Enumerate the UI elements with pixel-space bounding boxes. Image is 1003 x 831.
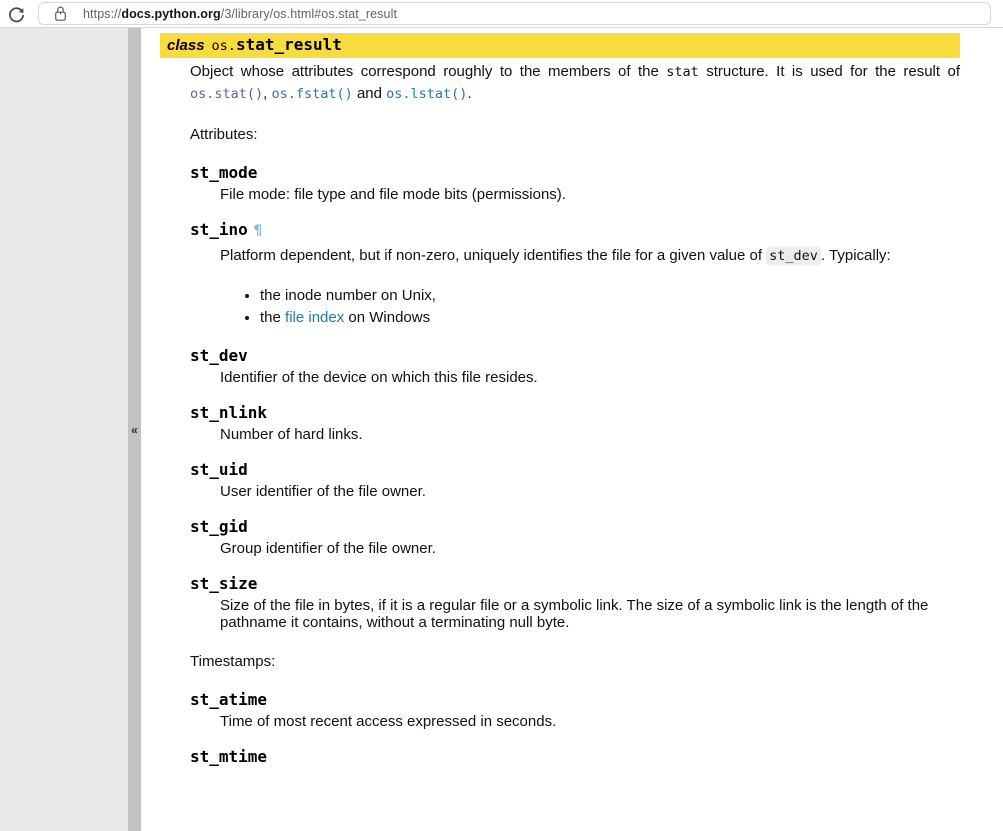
attr-desc-st-ino xyxy=(220,245,960,329)
attr-name-st-uid: st_uid xyxy=(190,460,248,480)
sidebar-panel xyxy=(0,28,128,831)
attr-desc-st-dev: Identifier of the device on which this file resides. xyxy=(220,369,538,387)
intro-text: Object whose attributes correspond roughly to the members of the xyxy=(190,63,667,80)
bullet-file-index-windows xyxy=(260,307,960,329)
intro-text: . xyxy=(467,85,472,103)
st-ino-text: . Typically: xyxy=(820,246,891,264)
link-os-lstat[interactable]: os.lstat() xyxy=(386,86,468,103)
address-bar[interactable] xyxy=(38,2,991,25)
timestamps-label: Timestamps: xyxy=(190,653,276,671)
class-body xyxy=(160,61,960,766)
st-ino-paragraph xyxy=(220,245,960,267)
intro-text: structure. It is used for the result of xyxy=(698,63,961,80)
attr-desc-st-gid: Group identifier of the file owner. xyxy=(220,540,436,558)
url-domain: docs.python.org xyxy=(121,6,221,21)
class-definition xyxy=(160,33,960,766)
attr-name-st-mode: st_mode xyxy=(190,162,258,182)
attr-name-st-size: st_size xyxy=(190,574,258,594)
st-dev-code-ref: st_dev xyxy=(766,247,821,265)
st-ino-text: Platform dependent, but if non-zero, uniquely identifies the file for a given value of xyxy=(220,246,767,264)
class-signature-highlighted xyxy=(160,33,960,58)
url-path: /3/library/os.html#os.stat_result xyxy=(220,6,398,21)
attr-name-st-dev: st_dev xyxy=(190,346,248,366)
class-keyword: class xyxy=(167,37,205,54)
st-ino-bullet-list xyxy=(220,285,960,329)
bullet-text: on Windows xyxy=(344,309,431,327)
reload-button[interactable] xyxy=(5,3,27,25)
bullet-inode-unix: • the inode number on Unix, xyxy=(260,285,960,307)
reload-icon xyxy=(7,5,26,24)
attr-desc-st-size: Size of the file in bytes, if it is a regular file or a symbolic link. The size of a symbolic link is the length of the pathname it contains, without a terminating null byte. xyxy=(220,597,929,632)
lock-icon xyxy=(53,5,68,23)
sidebar-collapse-handle[interactable] xyxy=(128,28,141,831)
timestamp-attribute-list xyxy=(160,690,960,766)
attr-name-text: st_ino xyxy=(190,219,248,239)
attr-name-st-nlink: st_nlink xyxy=(190,403,268,423)
attributes-label: Attributes: xyxy=(190,125,258,143)
attr-name-st-ino xyxy=(190,220,960,241)
attr-desc-st-uid: User identifier of the file owner. xyxy=(220,483,426,501)
link-os-fstat[interactable]: os.fstat() xyxy=(271,86,353,103)
stat-struct-code: stat xyxy=(666,64,699,80)
attr-name-st-atime: st_atime xyxy=(190,690,268,710)
attr-desc-st-nlink: Number of hard links. xyxy=(220,426,363,444)
intro-text: , xyxy=(263,85,272,103)
attr-name-st-gid: st_gid xyxy=(190,517,248,537)
doc-content xyxy=(141,28,1003,831)
url-scheme: https:// xyxy=(83,6,122,21)
attr-desc-st-atime: Time of most recent access expressed in seconds. xyxy=(220,713,557,731)
link-os-stat[interactable]: os.stat() xyxy=(190,86,264,103)
browser-toolbar xyxy=(0,0,1003,28)
class-module: os. xyxy=(211,38,236,54)
paragraph-anchor-icon[interactable]: ¶ xyxy=(253,222,263,239)
intro-paragraph xyxy=(190,61,960,106)
attr-name-st-mtime: st_mtime xyxy=(190,747,268,767)
attr-desc-st-mode: File mode: file type and file mode bits (permissions). xyxy=(220,185,566,203)
intro-text: and xyxy=(352,85,387,103)
chevron-double-left-icon: « xyxy=(131,422,138,437)
bullet-text: the xyxy=(260,309,286,327)
class-name: stat_result xyxy=(235,35,342,54)
url-text xyxy=(83,7,397,21)
link-file-index[interactable]: file index xyxy=(285,309,345,327)
attribute-list xyxy=(160,163,960,631)
